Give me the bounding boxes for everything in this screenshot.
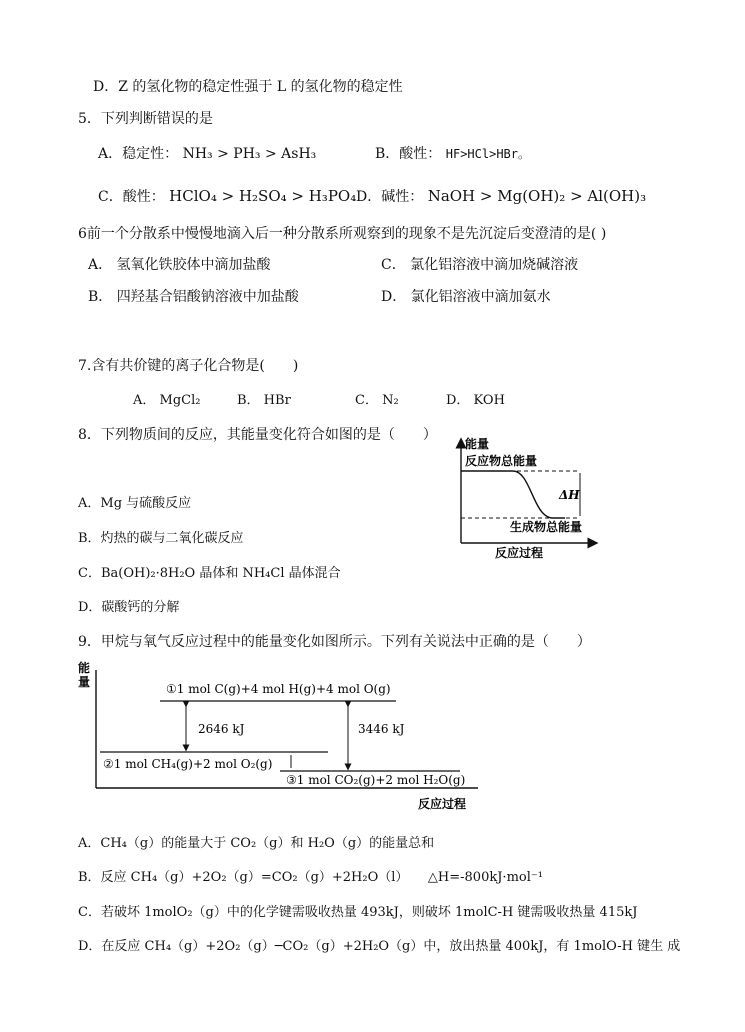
q9-level2-label: ②1 mol CH₄(g)+2 mol O₂(g): [103, 757, 273, 771]
q5-option-a-label: A．稳定性：: [98, 146, 179, 162]
q7-option-a: A． MgCl₂: [133, 393, 201, 408]
q6-option-a: A． 氢氧化铁胶体中滴加盐酸: [88, 257, 271, 273]
q6-option-d: D． 氯化铝溶液中滴加氨水: [381, 289, 551, 305]
q7-option-b: B． HBr: [237, 393, 291, 408]
q9-gap1-label: 2646 kJ: [198, 722, 245, 736]
q9-gap2-label: 3446 kJ: [358, 722, 405, 736]
q8-option-b: B．灼热的碳与二氧化碳反应: [78, 531, 244, 546]
q9-option-d: D．在反应 CH₄（g）+2O₂（g）─CO₂（g）+2H₂O（g）中，放出热量 400kJ，有 1molO-H 键生 成: [78, 939, 681, 954]
q9-y-axis-label: 能量: [78, 660, 80, 661]
q5-option-c-label: C．酸性：: [98, 189, 165, 205]
q5-option-d: [356, 186, 646, 206]
q8-y-axis-label: 能量: [465, 437, 490, 451]
q4-option-d: D．Z 的氢化物的稳定性强于 L 的氢化物的稳定性: [93, 79, 403, 95]
q5-option-b-formula: HF>HCl>HBr。: [445, 147, 530, 161]
q9-option-c: C．若破坏 1molO₂（g）中的化学键需吸收热量 493kJ，则破坏 1molC-H 键需吸收热量 415kJ: [78, 905, 638, 920]
q8-product-label: 生成物总能量: [510, 520, 583, 534]
q9-level1-label: ①1 mol C(g)+4 mol H(g)+4 mol O(g): [166, 682, 391, 696]
q9-option-a: A．CH₄（g）的能量大于 CO₂（g）和 H₂O（g）的能量总和: [78, 836, 435, 851]
q9-x-axis-label: 反应过程: [418, 797, 467, 811]
q5-option-b-label: B．酸性：: [375, 146, 442, 162]
q6-option-c: C． 氯化铝溶液中滴加烧碱溶液: [381, 257, 579, 273]
q6-option-b: B． 四羟基合铝酸钠溶液中加盐酸: [88, 289, 299, 305]
q8-option-a: A．Mg 与硫酸反应: [78, 496, 192, 511]
q5-option-c-formula: HClO₄ > H₂SO₄ > H₃PO₄: [169, 187, 357, 205]
q8-stem: 8．下列物质间的反应，其能量变化符合如图的是（ ）: [78, 427, 437, 443]
q5-option-a: [98, 143, 316, 163]
q7-option-c: C． N₂: [355, 393, 399, 408]
q8-option-c: C．Ba(OH)₂·8H₂O 晶体和 NH₄Cl 晶体混合: [78, 566, 341, 581]
q5-option-d-label: D．碱性：: [356, 189, 424, 205]
q7-option-d: D． KOH: [446, 393, 505, 408]
q9-stem: 9．甲烷与氧气反应过程中的能量变化如图所示。下列有关说法中正确的是（ ）: [78, 634, 591, 650]
q8-x-axis-label: 反应过程: [495, 546, 544, 560]
q8-option-d: D．碳酸钙的分解: [78, 600, 180, 615]
q9-y-axis-label-1: 能: [78, 661, 91, 675]
q5-option-a-formula: NH₃ > PH₃ > AsH₃: [182, 146, 317, 162]
q6-stem: 6前一个分散系中慢慢地滴入后一种分散系所观察到的现象不是先沉淀后变澄清的是( ): [78, 226, 607, 242]
q9-energy-diagram: [78, 660, 498, 815]
q9-option-b: B．反应 CH₄（g）+2O₂（g）=CO₂（g）+2H₂O（l） △H=-800kJ·mol⁻¹: [78, 870, 543, 885]
q8-delta-h-label: ΔH: [559, 488, 580, 502]
q5-stem: 5．下列判断错误的是: [78, 111, 213, 127]
q8-energy-curve: [461, 471, 565, 518]
q5-option-d-formula: NaOH > Mg(OH)₂ > Al(OH)₃: [427, 187, 647, 205]
q7-stem: 7.含有共价键的离子化合物是( ): [78, 358, 299, 374]
q8-reactant-label: 反应物总能量: [465, 454, 538, 468]
q8-energy-diagram: [455, 433, 600, 563]
q9-level3-label: ③1 mol CO₂(g)+2 mol H₂O(g): [286, 773, 466, 787]
q9-y-axis-label-2: 量: [78, 675, 91, 689]
q5-option-c: [98, 186, 356, 206]
q5-option-b: [375, 143, 530, 163]
